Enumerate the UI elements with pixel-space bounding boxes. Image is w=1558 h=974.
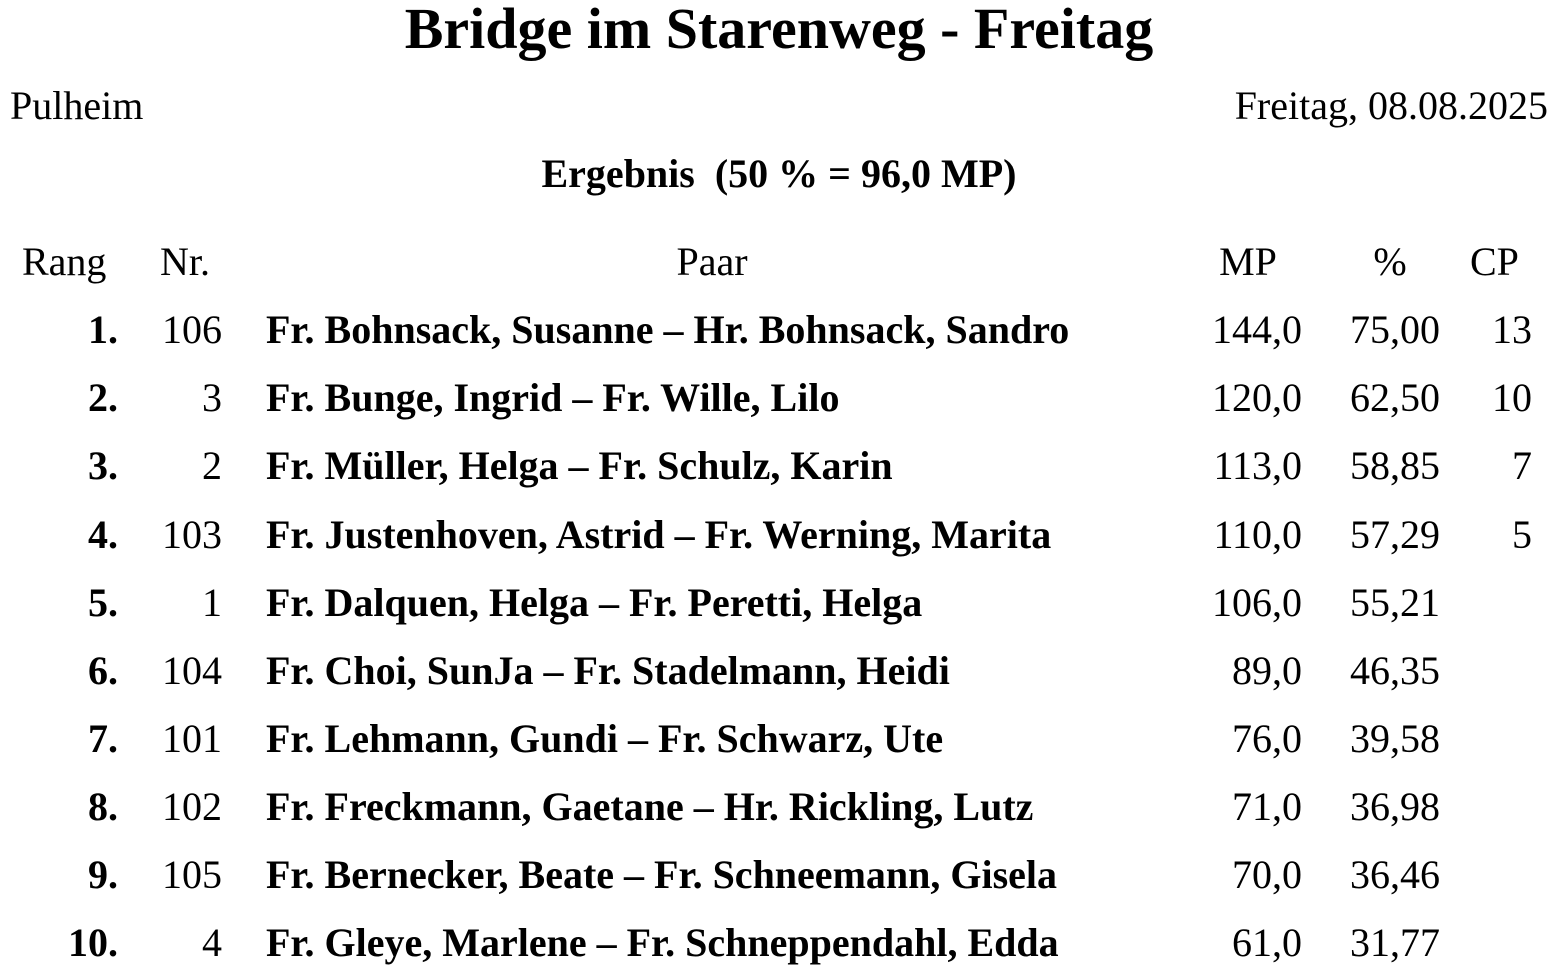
percent-cell: 36,46: [1350, 852, 1440, 897]
pair-number-cell: 3: [202, 375, 222, 420]
cp-cell: 10: [1492, 375, 1532, 420]
rank-cell: 1.: [88, 307, 118, 352]
pair-names-cell: Fr. Bernecker, Beate – Fr. Schneemann, Gisela: [266, 852, 1058, 897]
mp-cell: 89,0: [1232, 648, 1302, 693]
table-header: [0, 234, 1558, 290]
rank-cell: 10.: [68, 920, 118, 965]
pair-number-cell: 4: [202, 920, 222, 965]
cp-cell: 5: [1512, 512, 1532, 557]
mp-cell: 71,0: [1232, 784, 1302, 829]
pair-number-cell: 2: [202, 443, 222, 488]
percent-cell: 39,58: [1350, 716, 1440, 761]
table-row: [0, 643, 1558, 699]
pair-number-cell: 105: [162, 852, 222, 897]
mp-cell: 110,0: [1213, 512, 1302, 557]
pair-names-cell: Fr. Dalquen, Helga – Fr. Peretti, Helga: [266, 580, 923, 625]
table-row: [0, 575, 1558, 631]
percent-cell: 46,35: [1350, 648, 1440, 693]
table-row: [0, 915, 1558, 971]
pair-number-cell: 106: [162, 307, 222, 352]
percent-cell: 57,29: [1350, 512, 1440, 557]
table-row: [0, 507, 1558, 563]
pair-number-cell: 104: [162, 648, 222, 693]
percent-cell: 62,50: [1350, 375, 1440, 420]
cp-cell: 13: [1492, 307, 1532, 352]
column-header-rank: Rang: [22, 239, 107, 284]
mp-cell: 120,0: [1212, 375, 1302, 420]
pair-names-cell: Fr. Lehmann, Gundi – Fr. Schwarz, Ute: [266, 716, 944, 761]
pair-number-cell: 102: [162, 784, 222, 829]
mp-cell: 144,0: [1212, 307, 1302, 352]
column-header-mp: MP: [1219, 239, 1277, 284]
pair-names-cell: Fr. Justenhoven, Astrid – Fr. Werning, Marita: [266, 512, 1052, 557]
mp-cell: 76,0: [1232, 716, 1302, 761]
date-text: Freitag, 08.08.2025: [1234, 83, 1548, 128]
pair-names-cell: Fr. Choi, SunJa – Fr. Stadelmann, Heidi: [266, 648, 950, 693]
column-header-cp: CP: [1470, 239, 1519, 284]
table-row: [0, 302, 1558, 358]
pair-number-cell: 1: [202, 580, 222, 625]
percent-cell: 75,00: [1350, 307, 1440, 352]
page-title: Bridge im Starenweg - Freitag: [404, 0, 1154, 61]
rank-cell: 3.: [88, 443, 118, 488]
table-row: [0, 711, 1558, 767]
percent-cell: 31,77: [1350, 920, 1440, 965]
table-row: [0, 370, 1558, 426]
location-text: Pulheim: [10, 83, 144, 128]
rank-cell: 5.: [88, 580, 118, 625]
mp-cell: 61,0: [1232, 920, 1302, 965]
pair-names-cell: Fr. Müller, Helga – Fr. Schulz, Karin: [266, 443, 893, 488]
table-row: [0, 847, 1558, 903]
percent-cell: 36,98: [1350, 784, 1440, 829]
column-header-pair: Paar: [676, 239, 748, 284]
pair-names-cell: Fr. Gleye, Marlene – Fr. Schneppendahl, Edda: [266, 920, 1059, 965]
percent-cell: 58,85: [1350, 443, 1440, 488]
pair-names-cell: Fr. Freckmann, Gaetane – Hr. Rickling, Lutz: [266, 784, 1034, 829]
table-row: [0, 438, 1558, 494]
rank-cell: 9.: [88, 852, 118, 897]
rank-cell: 2.: [88, 375, 118, 420]
percent-cell: 55,21: [1350, 580, 1440, 625]
column-header-nr: Nr.: [160, 239, 210, 284]
pair-number-cell: 101: [162, 716, 222, 761]
pair-number-cell: 103: [162, 512, 222, 557]
rank-cell: 6.: [88, 648, 118, 693]
rank-cell: 4.: [88, 512, 118, 557]
rank-cell: 8.: [88, 784, 118, 829]
pair-names-cell: Fr. Bunge, Ingrid – Fr. Wille, Lilo: [266, 375, 840, 420]
cp-cell: 7: [1512, 443, 1532, 488]
result-subtitle: Ergebnis (50 % = 96,0 MP): [541, 151, 1017, 196]
pair-names-cell: Fr. Bohnsack, Susanne – Hr. Bohnsack, Sandro: [266, 307, 1070, 352]
column-header-percent: %: [1373, 239, 1407, 284]
table-row: [0, 779, 1558, 835]
rank-cell: 7.: [88, 716, 118, 761]
mp-cell: 113,0: [1213, 443, 1302, 488]
mp-cell: 106,0: [1212, 580, 1302, 625]
mp-cell: 70,0: [1232, 852, 1302, 897]
